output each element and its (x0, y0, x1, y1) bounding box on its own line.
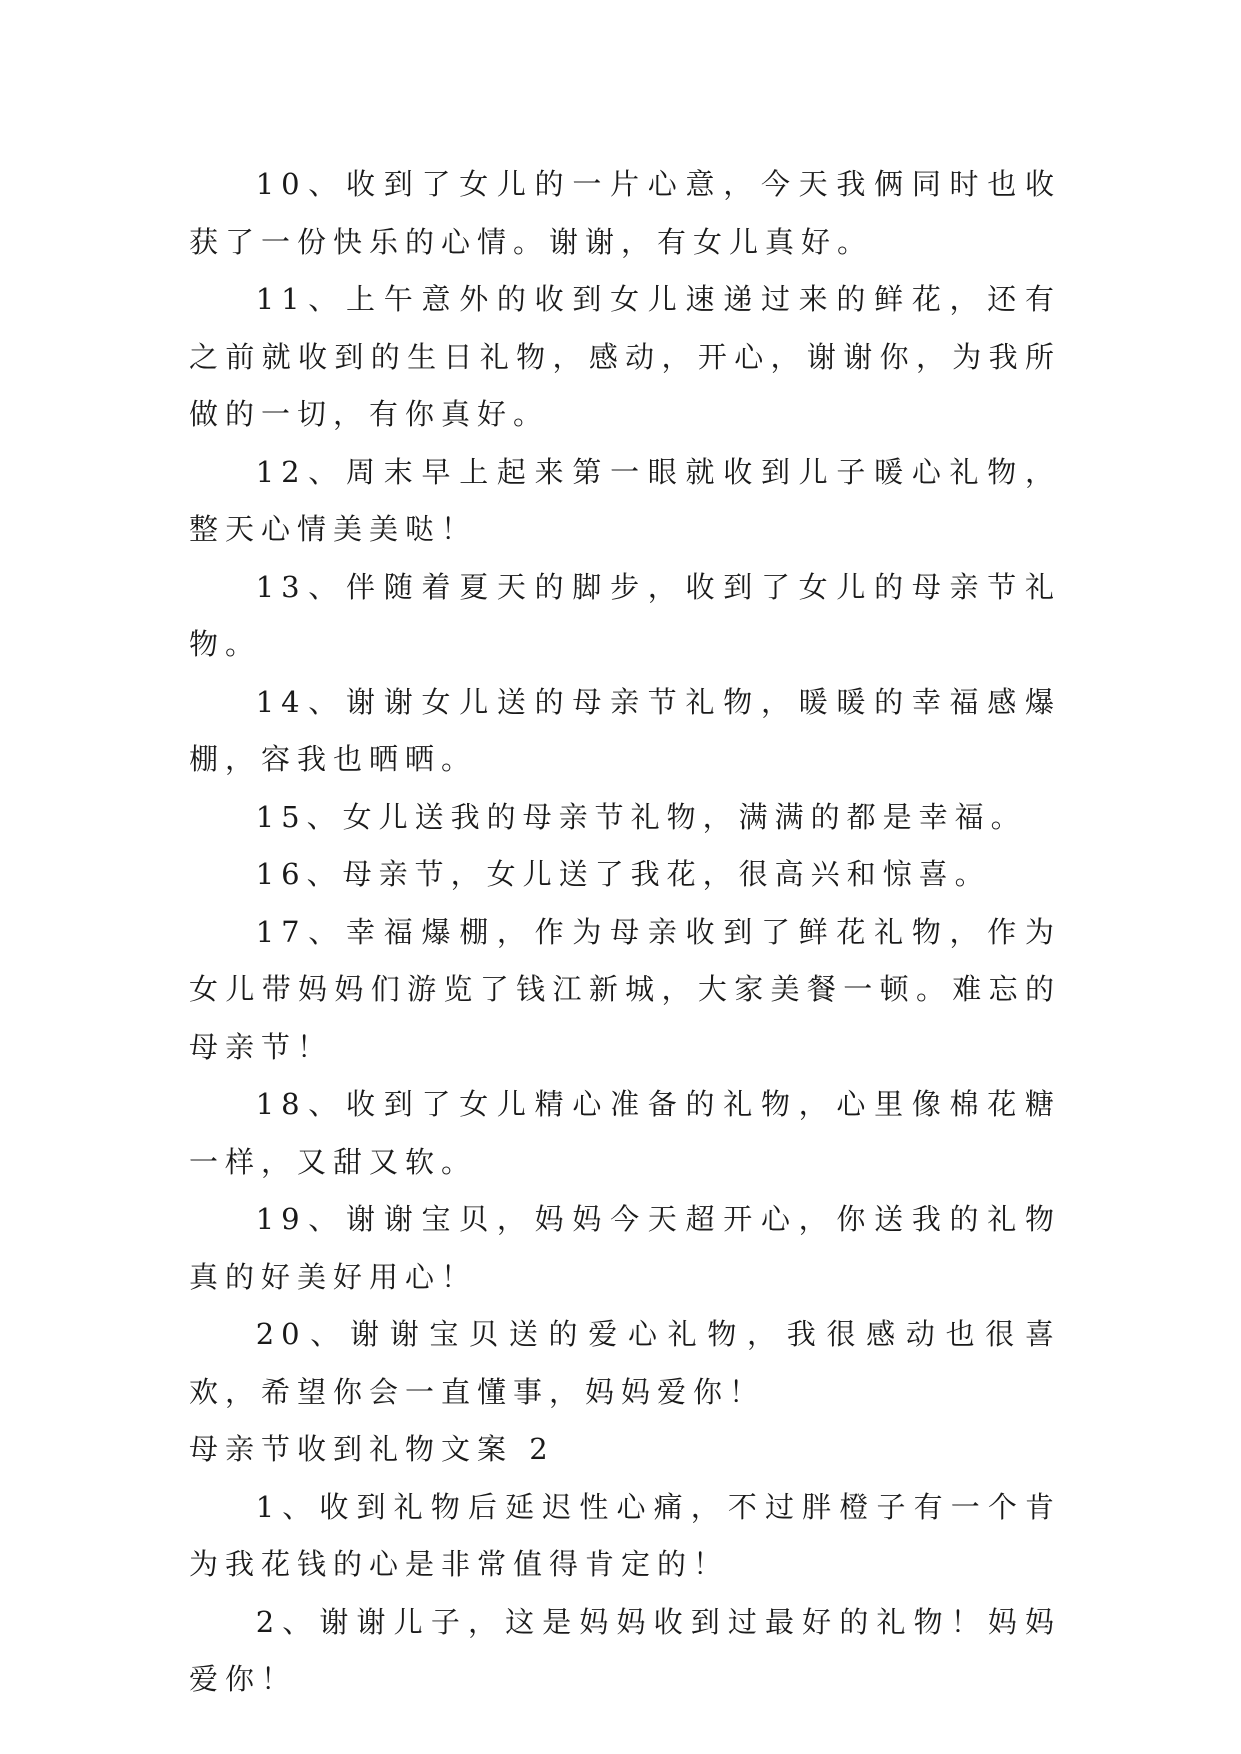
paragraph-12: 12、周末早上起来第一眼就收到儿子暖心礼物，整天心情美美哒！ (189, 454, 1061, 546)
paragraph-17: 17、幸福爆棚，作为母亲收到了鲜花礼物，作为女儿带妈妈们游览了钱江新城，大家美餐一顿。难忘的母亲节！ (189, 914, 1061, 1064)
paragraph-b-2: 2、谢谢儿子，这是妈妈收到过最好的礼物！妈妈爱你！ (189, 1604, 1061, 1696)
paragraph-b-1: 1、收到礼物后延迟性心痛，不过胖橙子有一个肯为我花钱的心是非常值得肯定的！ (189, 1489, 1061, 1581)
paragraph-20: 20、谢谢宝贝送的爱心礼物，我很感动也很喜欢，希望你会一直懂事，妈妈爱你！ (189, 1317, 1061, 1409)
paragraph-14: 14、谢谢女儿送的母亲节礼物，暖暖的幸福感爆棚，容我也晒晒。 (189, 684, 1061, 776)
paragraph-19: 19、谢谢宝贝，妈妈今天超开心，你送我的礼物真的好美好用心！ (189, 1202, 1061, 1294)
paragraph-15: 15、女儿送我的母亲节礼物，满满的都是幸福。 (255, 799, 1027, 834)
paragraph-16: 16、母亲节，女儿送了我花，很高兴和惊喜。 (255, 857, 991, 891)
document-body (189, 156, 1061, 1709)
section-heading: 母亲节收到礼物文案 2 (189, 1432, 555, 1466)
paragraph-10: 10、收到了女儿的一片心意，今天我俩同时也收获了一份快乐的心情。谢谢，有女儿真好。 (189, 167, 1061, 259)
paragraph-13: 13、伴随着夏天的脚步，收到了女儿的母亲节礼物。 (189, 569, 1061, 661)
paragraph-11: 11、上午意外的收到女儿速递过来的鲜花，还有之前就收到的生日礼物，感动，开心，谢谢你，为我所做的一切，有你真好。 (189, 282, 1061, 431)
paragraph-18: 18、收到了女儿精心准备的礼物，心里像棉花糖一样，又甜又软。 (189, 1087, 1061, 1179)
